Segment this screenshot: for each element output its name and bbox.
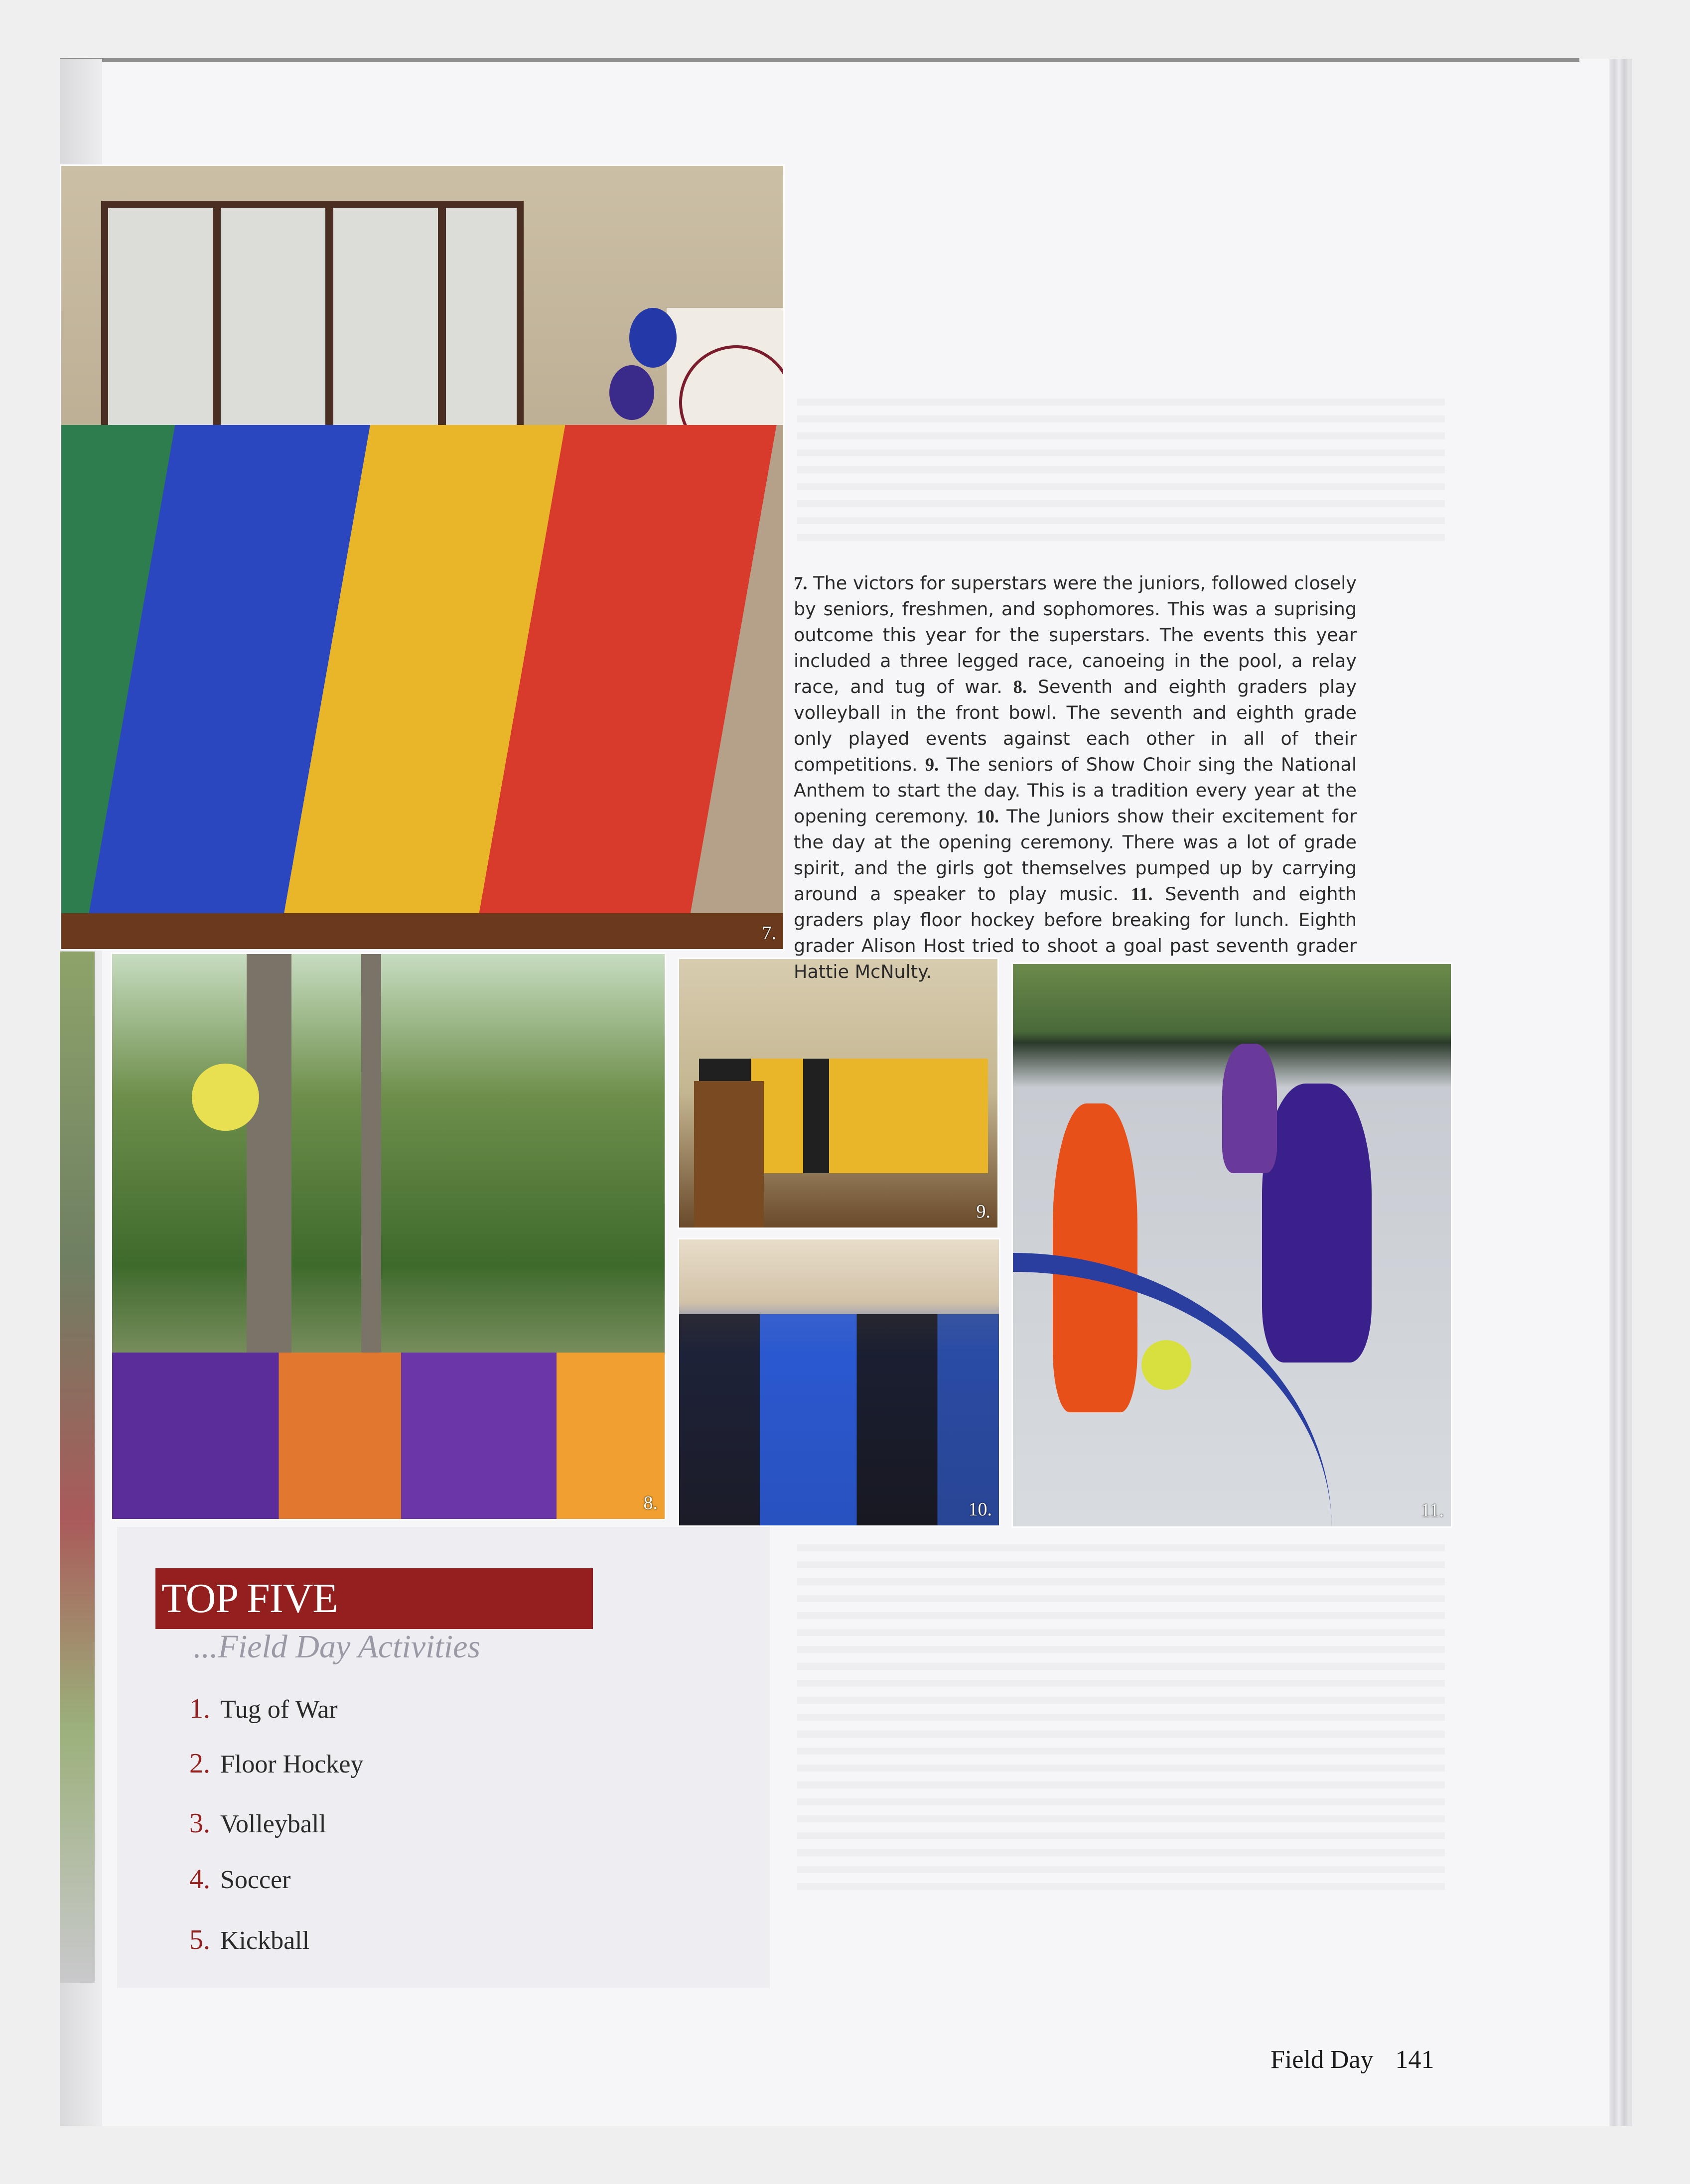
photo-number: 8. (643, 1493, 658, 1513)
list-item (189, 1693, 338, 1725)
photo-number: 7. (762, 923, 776, 944)
photo-number: 9. (976, 1201, 990, 1222)
top-five-subtitle: ...Field Day Activities (193, 1629, 481, 1665)
list-number: 4. (189, 1864, 210, 1895)
list-item (189, 1924, 309, 1956)
page-number: 141 (1395, 2046, 1434, 2074)
top-five-title: TOP FIVE (155, 1568, 593, 1629)
list-item (189, 1748, 363, 1779)
balloon-blue (629, 308, 677, 368)
photo-juniors-victors (60, 164, 785, 951)
photo-volleyball (111, 953, 666, 1520)
students-group (61, 425, 785, 923)
caption-text: Seventh and eighth graders play floor hockey before breaking for lunch. Eighth grader Alison Host tried to shoot a goal past seventh grader Hattie McNulty. (794, 883, 1357, 982)
section-name: Field Day (1270, 2046, 1374, 2074)
caption-number: 9. (925, 754, 939, 775)
students-playing (112, 1353, 666, 1520)
caption-number: 8. (1013, 677, 1027, 697)
caption-text: Seventh and eighth graders play volleyball in the front bowl. The seventh and eighth grade only played events against each other in all of their competitions. (794, 676, 1357, 775)
window (101, 201, 524, 439)
photo-floor-hockey (1011, 962, 1452, 1528)
page-top-edge (60, 58, 1579, 62)
list-label: Volleyball (220, 1810, 326, 1838)
photo-number: 10. (968, 1499, 992, 1520)
list-label: Kickball (220, 1926, 310, 1955)
balloon-purple (609, 365, 654, 420)
photo-number: 11. (1420, 1500, 1444, 1521)
gym-floor (61, 913, 785, 951)
list-item (189, 1863, 290, 1895)
list-label: Tug of War (220, 1695, 338, 1724)
show-through-text (797, 1544, 1445, 1893)
player-background (1222, 1044, 1277, 1173)
photo-captions (794, 570, 1357, 985)
player-purple (1262, 1084, 1372, 1363)
page-stack-edge (1609, 59, 1629, 2126)
list-label: Floor Hockey (220, 1750, 364, 1778)
photo-juniors-excitement (678, 1238, 1000, 1527)
list-item (189, 1807, 326, 1839)
caption-text: The Juniors show their excitement for the day at the opening ceremony. There was a lot of grade spirit, and the girls got themselves pumped up by carrying around a speaker to play music. (794, 806, 1357, 905)
caption-number: 10. (976, 806, 999, 826)
photo-show-choir (678, 957, 999, 1229)
caption-text: The victors for superstars were the juniors, followed closely by seniors, freshmen, and sophomores. This was a suprising outcome this year for the superstars. The events this year included a three legged race, canoeing in the pool, a relay race, and tug of war. (794, 572, 1357, 697)
facing-page-edge (60, 952, 95, 1983)
students-group (679, 1314, 1000, 1527)
caption-number: 7. (794, 573, 808, 593)
list-label: Soccer (220, 1866, 291, 1894)
ball-icon (1141, 1340, 1191, 1390)
podium (694, 1081, 764, 1229)
page-footer (1270, 2045, 1434, 2074)
list-number: 3. (189, 1808, 210, 1839)
list-number: 5. (189, 1924, 210, 1955)
list-number: 1. (189, 1693, 210, 1724)
caption-text: The seniors of Show Choir sing the National Anthem to start the day. This is a tradition every year at the opening ceremony. (794, 754, 1357, 827)
show-through-text (797, 399, 1445, 548)
caption-number: 11. (1130, 884, 1153, 904)
tree-trunk (247, 954, 291, 1402)
tree-trunk (361, 954, 381, 1402)
list-number: 2. (189, 1748, 210, 1779)
volleyball-icon (192, 1064, 259, 1131)
